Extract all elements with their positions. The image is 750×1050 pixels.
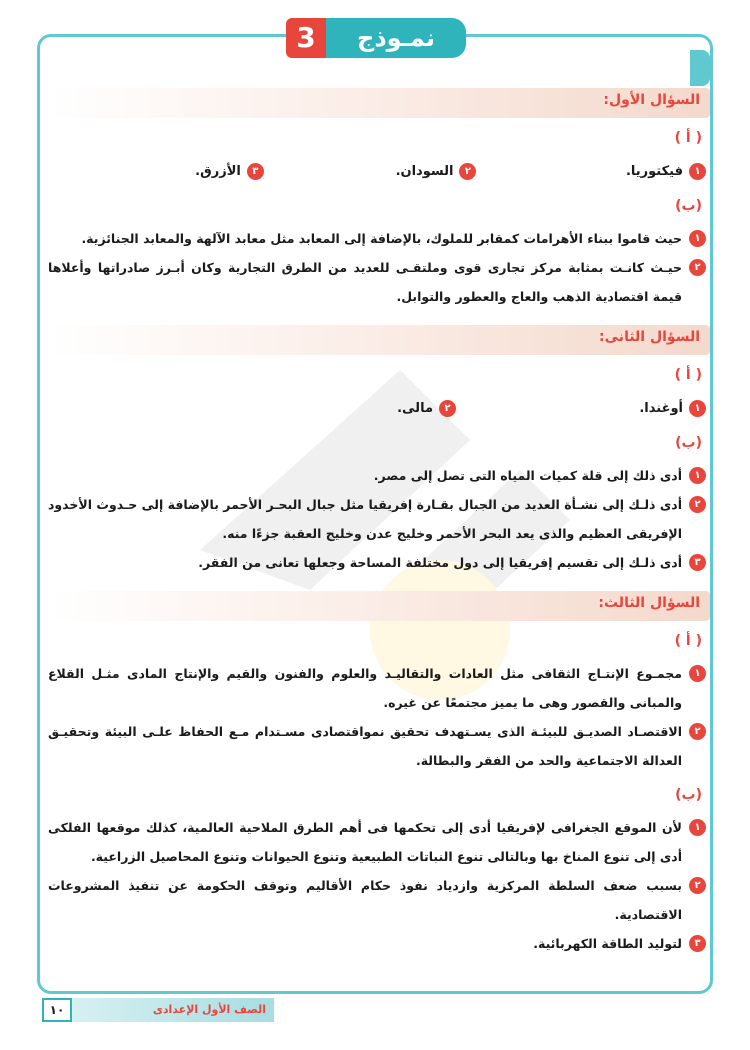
number-badge-icon: ٣ [689,935,706,952]
number-badge-icon: ١ [689,819,706,836]
number-badge-icon: ١ [689,665,706,682]
answer-text: أدى ذلـك إلى تقسيم إفريقيا إلى دول مختلفة المساحة وجعلها تعانى من الفقر. [198,555,682,570]
page-title-badge [286,18,466,58]
question-1-title: السؤال الأول: [603,92,700,108]
question-2-title: السؤال الثانى: [599,329,700,345]
question-1-header [48,88,710,118]
part-b-label: (ب) [675,787,702,803]
question-1 [48,88,708,311]
number-badge-icon: ٢ [689,259,706,276]
question-3-title: السؤال الثالث: [598,595,700,611]
answer-text: بسبب ضعف السلطة المركزية وازدياد نفوذ حكام الأقاليم وتوقف الحكومة عن تنفيذ المشروعات الاقتصادية. [48,878,682,922]
answer-text: مالى. [397,400,433,416]
answer-text: الاقتصـاد الصديـق للبيئـة الذى يسـتهدف تحقيق نمواقتصادى مسـتدام مـع الحفاظ علـى البيئة وتحقيـق العدالة الاجتماعية والحد من الفقر والبطالة. [48,724,682,768]
number-badge-icon: ١ [689,230,706,247]
answer-text: لتوليد الطاقة الكهربائية. [533,936,682,951]
number-badge-icon: ١ [689,163,706,180]
number-badge-icon: ١ [689,400,706,417]
part-a-label: ( أ ) [674,367,702,383]
answer-text: الأزرق. [195,163,241,179]
part-b-label: (ب) [675,435,702,451]
grade-label: الصف الأول الإعدادى [72,998,274,1022]
number-badge-icon: ١ [689,467,706,484]
page-footer [42,998,274,1022]
list-item [48,548,706,577]
question-2-header [48,325,710,355]
answer-text: حيـث كانـت بمثابة مركز تجارى قوى وملتقـى للعديد من الطرق التجارية وكان أبـرز صادراتها وأعلاها قيمة اقتصادية الذهب والعاج والعطور والتوابل. [48,260,682,304]
number-badge-icon: ٣ [689,554,706,571]
list-item [321,163,551,180]
part-a-label: ( أ ) [674,130,702,146]
number-badge-icon: ٢ [459,163,476,180]
list-item [456,400,706,417]
list-item [48,461,706,490]
answer-text: فيكتوريا. [625,163,683,179]
question-2 [48,325,708,577]
list-item [48,224,706,253]
answer-text: أدى ذلـك إلى نشـأة العديد من الجبال بقـارة إفريقيا مثل جبال البحـر الأحمر بالإضافة إلى حـدوث الأخدود الإفريقى العظيم والذى يعد البحر الأحمر وخليج عدن وخليج العقبة جزءًا منه. [48,497,682,541]
list-item [48,253,706,311]
list-item [551,163,706,180]
page-number: ١٠ [42,998,72,1022]
list-item [48,717,706,775]
answer-text: مجمـوع الإنتـاج الثقافى مثل العادات والتقاليـد والعلوم والفنون والقيم والإنتاج المادى مثـل القلاع والمبانى والقصور وهى ما يميز مجتمعًا عن غيره. [48,666,682,710]
list-item [48,490,706,548]
answer-text: أدى ذلك إلى قلة كميات المياه التى تصل إلى مصر. [373,468,682,483]
number-badge-icon: ٢ [689,723,706,740]
answer-content [48,86,708,986]
answer-row [48,393,706,423]
model-title: نمـوذج [326,18,466,58]
list-item [48,659,706,717]
list-item [397,400,456,417]
part-b-label: (ب) [675,198,702,214]
number-badge-icon: ٢ [689,877,706,894]
answer-text: حيث قاموا ببناء الأهرامات كمقابر للملوك، بالإضافة إلى المعابد مثل معابد الآلهة والمعابد الجنائزية. [81,231,682,246]
frame-tab [690,50,710,86]
list-item [48,813,706,871]
number-badge-icon: ٣ [247,163,264,180]
answer-text: لأن الموقع الجغرافى لإفريقيا أدى إلى تحكمها فى أهم الطرق الملاحية العالمية، كذلك موقعها الفلكى أدى إلى تنوع المناخ بها وبالتالى تنوع النباتات الطبيعية وتنوع الحيوانات وتنوع المحاصيل الزراعية. [48,820,682,864]
list-item [48,871,706,929]
question-3 [48,591,708,958]
list-item [48,163,321,180]
part-a-label: ( أ ) [674,633,702,649]
answer-text: أوغندا. [639,400,683,416]
list-item [48,929,706,958]
number-badge-icon: ٢ [439,400,456,417]
number-badge-icon: ٢ [689,496,706,513]
answer-row [48,156,706,186]
question-3-header [48,591,710,621]
answer-text: السودان. [395,163,454,179]
model-number: 3 [286,18,326,58]
